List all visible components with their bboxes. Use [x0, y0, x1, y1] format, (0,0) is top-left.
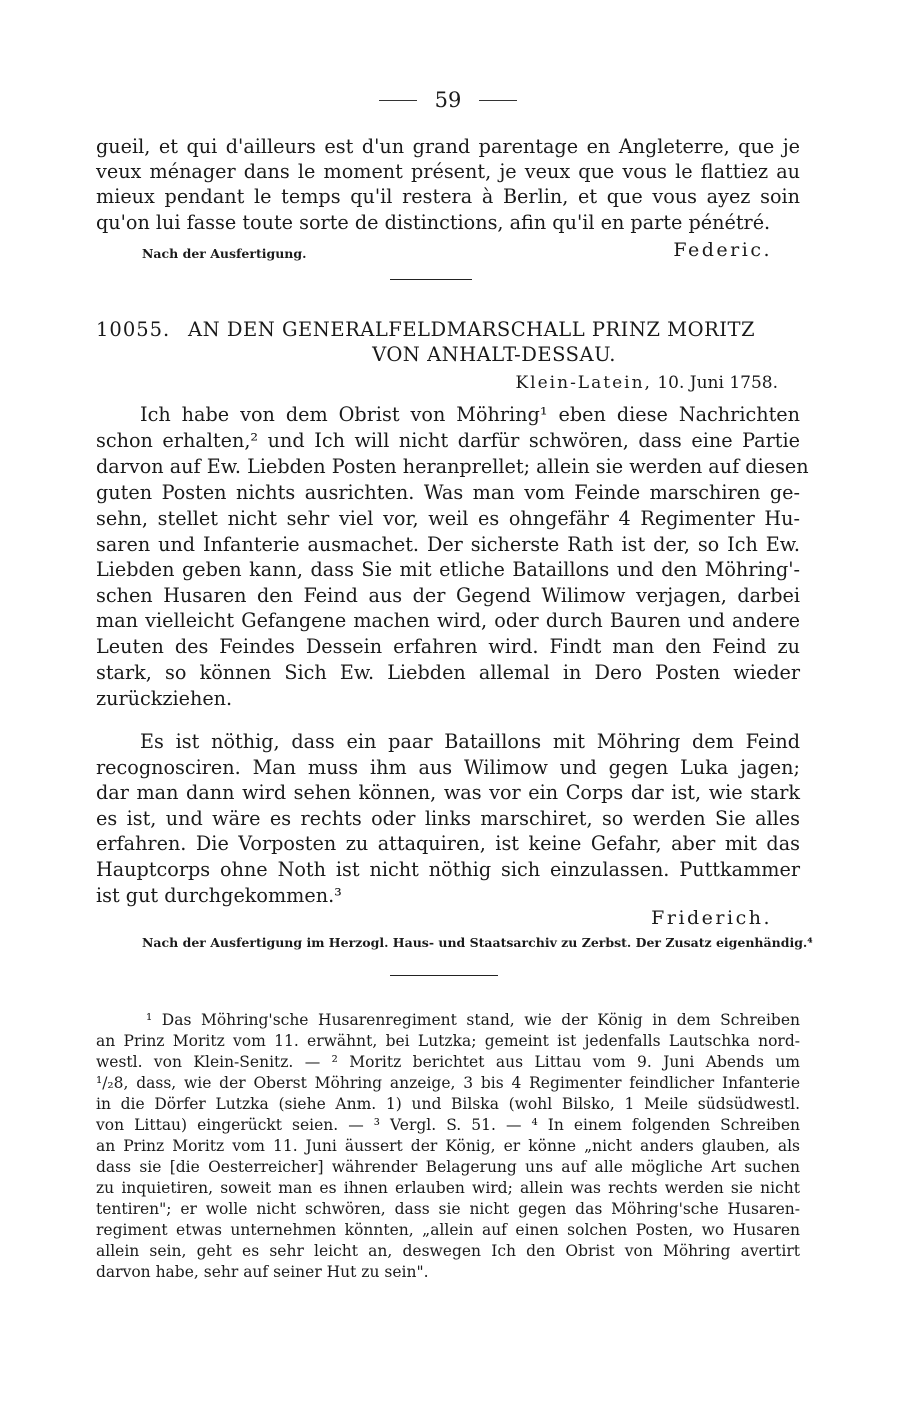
text-line: Hauptcorps ohne Noth ist nicht nöthig sich einzulassen. Puttkammer — [96, 858, 800, 881]
text-line: Leuten des Feindes Dessein erfahren wird. Findt man den Feind zu — [96, 635, 800, 658]
letter-number: 10055. — [96, 318, 171, 341]
text-line: zurückziehen. — [96, 687, 233, 710]
footnote-line: an Prinz Moritz vom 11. erwähnt, bei Lutzka; gemeint ist jedenfalls Lautschka nord- — [96, 1032, 800, 1050]
header-dash-left — [379, 100, 417, 101]
footnote-line: regiment etwas unternehmen könnten, „allein auf einen solchen Posten, wo Husaren — [96, 1221, 800, 1239]
letter-source-note: Nach der Ausfertigung im Herzogl. Haus- und Staatsarchiv zu Zerbst. Der Zusatz eigenhändig.⁴ — [142, 935, 813, 950]
text-line: qu'on lui fasse toute sorte de distinctions, afin qu'il en parte pénétré. — [96, 211, 771, 234]
section-divider — [390, 279, 472, 280]
footnote-line: zu inquietiren, soweit man es ihnen erlauben wird; allein was rechts werden sie nicht — [96, 1179, 800, 1197]
document-page — [96, 0, 813, 1404]
footnote-line: tentiren"; er wolle nicht schwören, dass sie nicht gegen das Möhring'sche Husaren- — [96, 1200, 800, 1218]
footnote-line: allein sein, geht es sehr leicht an, deswegen Ich den Obrist von Möhring avertirt — [96, 1242, 800, 1260]
text-line: darvon auf Ew. Liebden Posten heranprellet; allein sie werden auf diesen — [96, 455, 809, 478]
text-line: recognosciren. Man muss ihm aus Wilimow und gegen Luka jagen; — [96, 756, 800, 779]
text-line: schen Husaren den Feind aus der Gegend Wilimow verjagen, darbei — [96, 584, 800, 607]
text-line: gueil, et qui d'ailleurs est d'un grand parentage en Angleterre, que je — [96, 135, 800, 158]
footnote-line: in die Dörfer Lutzka (siehe Anm. 1) und Bilska (wohl Bilsko, 1 Meile südsüdwestl. — [96, 1095, 800, 1113]
text-line: veux ménager dans le moment présent, je veux que vous le flattiez au — [96, 160, 800, 183]
footnote-line: darvon habe, sehr auf seiner Hut zu sein". — [96, 1263, 429, 1281]
text-line: es ist, und wäre es rechts oder links marschiret, so werden Sie alles — [96, 807, 800, 830]
letter-date: 10. Juni 1758. — [657, 373, 778, 393]
text-line: schon erhalten,² und Ich will nicht darfür schwören, dass eine Partie — [96, 429, 800, 452]
letter-addressee-line2: VON ANHALT-DESSAU. — [372, 343, 616, 366]
text-line: stark, so können Sich Ew. Liebden allemal in Dero Posten wieder — [96, 661, 800, 684]
letter-signature: Friderich. — [651, 907, 772, 929]
text-line: saren und Infanterie ausmachet. Der sicherste Rath ist der, so Ich Ew. — [96, 533, 800, 556]
text-line: dar man dann wird sehen können, was vor ein Corps dar ist, wie stark — [96, 781, 800, 804]
footnote-line: dass sie [die Oesterreicher] währender Belagerung uns auf alle mögliche Art suchen — [96, 1158, 800, 1176]
footnote-line: westl. von Klein-Senitz. — ² Moritz berichtet aus Littau vom 9. Juni Abends um — [96, 1053, 800, 1071]
text-line: Ich habe von dem Obrist von Möhring¹ eben diese Nachrichten — [140, 403, 800, 426]
footnote-line: an Prinz Moritz vom 11. Juni äussert der König, er könne „nicht anders glauben, als — [96, 1137, 800, 1155]
letter-place: Klein-Latein, — [515, 373, 652, 393]
page-header — [96, 88, 800, 112]
carryover-signature: Federic. — [673, 239, 772, 261]
letter-place-date — [515, 373, 778, 393]
text-line: erfahren. Die Vorposten zu attaquiren, ist keine Gefahr, aber mit das — [96, 832, 800, 855]
page-number: 59 — [434, 88, 462, 112]
carryover-source-note: Nach der Ausfertigung. — [142, 246, 307, 261]
footnote-line: von Littau) eingerückt seien. — ³ Vergl. S. 51. — ⁴ In einem folgenden Schreiben — [96, 1116, 800, 1134]
text-line: Liebden geben kann, dass Sie mit etliche Bataillons und den Möhring'- — [96, 558, 800, 581]
text-line: sehn, stellet nicht sehr viel vor, weil es ohngefähr 4 Regimenter Hu- — [96, 507, 800, 530]
text-line: mieux pendant le temps qu'il restera à Berlin, et que vous ayez soin — [96, 185, 800, 208]
text-line: man vielleicht Gefangene machen wird, oder durch Bauren und andere — [96, 609, 800, 632]
header-dash-right — [479, 100, 517, 101]
text-line: Es ist nöthig, dass ein paar Bataillons mit Möhring dem Feind — [140, 730, 800, 753]
text-line: ist gut durchgekommen.³ — [96, 884, 342, 907]
footnote-divider — [390, 975, 498, 976]
letter-addressee-line1: AN DEN GENERALFELDMARSCHALL PRINZ MORITZ — [188, 318, 756, 341]
footnote-line: ¹/₂8, dass, wie der Oberst Möhring anzeige, 3 bis 4 Regimenter feindlicher Infanterie — [96, 1074, 800, 1092]
footnote-line: ¹ Das Möhring'sche Husarenregiment stand, wie der König in dem Schreiben — [146, 1011, 800, 1029]
text-line: guten Posten nichts ausrichten. Was man vom Feinde marschiren ge- — [96, 481, 800, 504]
